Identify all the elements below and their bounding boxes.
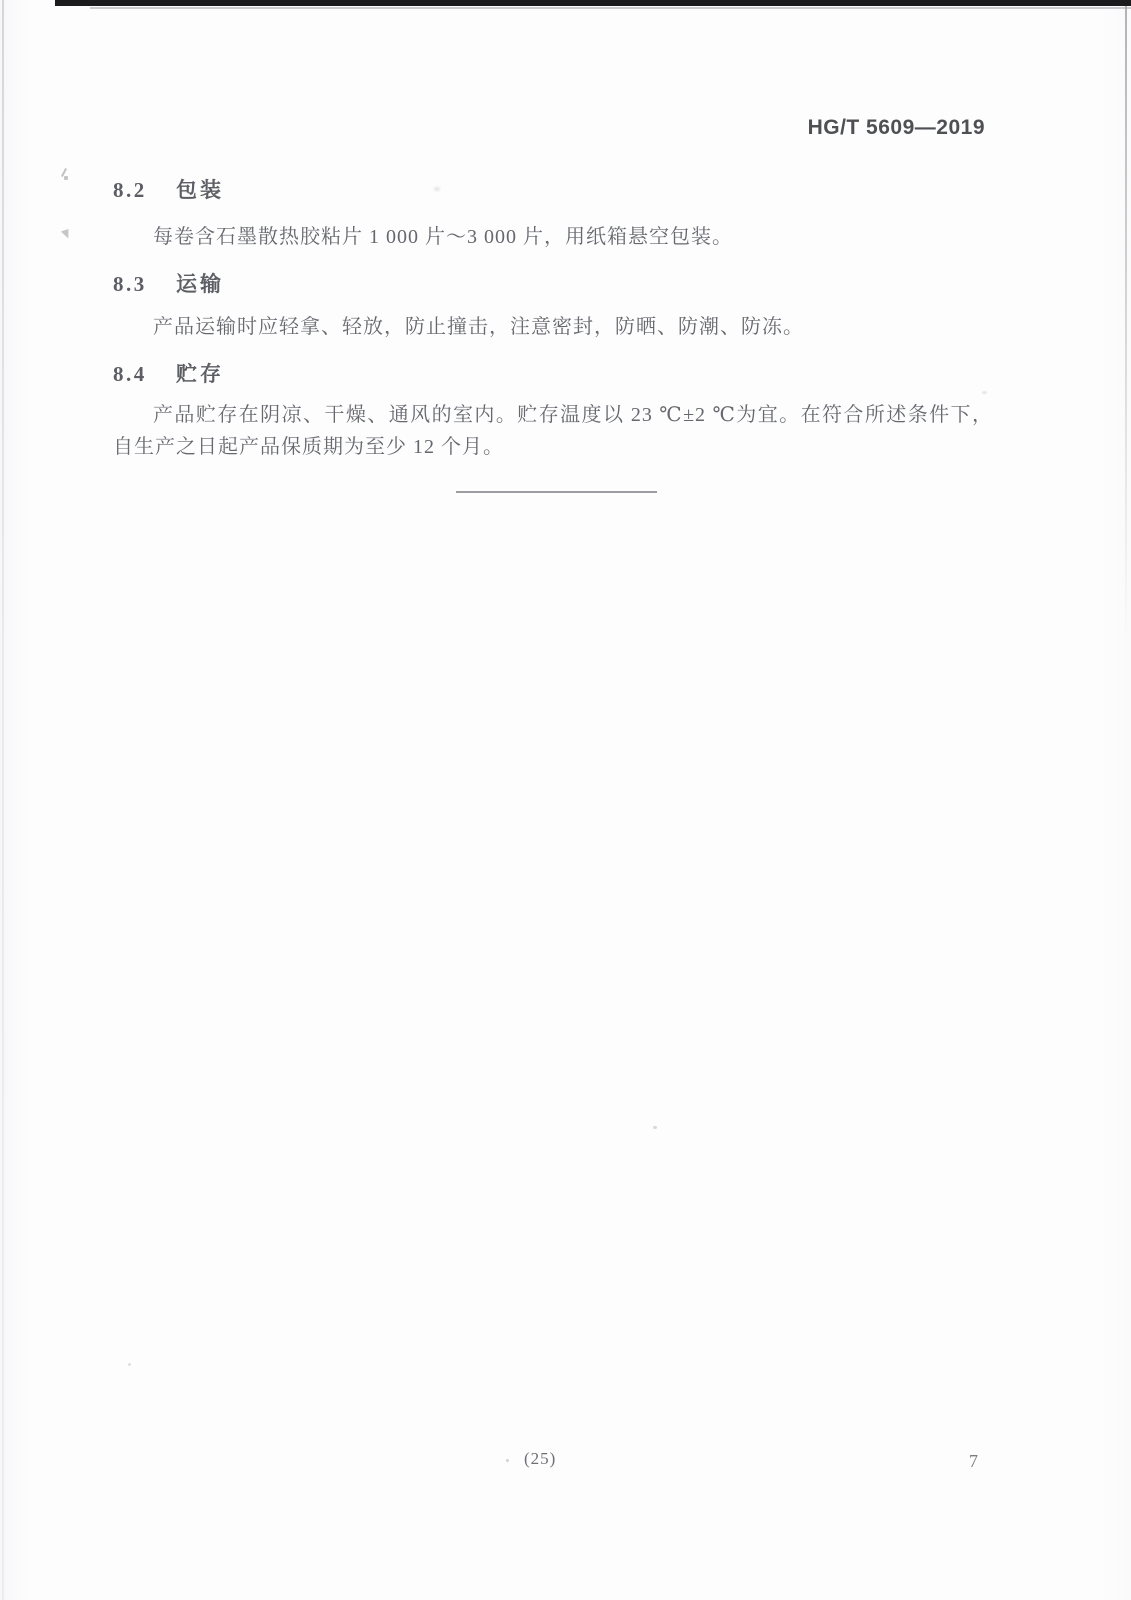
standard-number: HG/T 5609—2019 <box>807 116 985 139</box>
scan-artifact-speck <box>128 1363 131 1366</box>
scan-artifact-speck <box>653 1126 657 1129</box>
scan-edge-left <box>2 0 4 1600</box>
footer-page-number-right: 7 <box>969 1451 978 1471</box>
section-title: 贮存 <box>176 362 224 386</box>
scan-edge-top <box>55 0 1131 6</box>
section-title: 包装 <box>176 178 224 202</box>
section-number: 8.2 <box>113 178 147 202</box>
section-paragraph-transport: 产品运输时应轻拿、轻放，防止撞击，注意密封，防晒、防潮、防冻。 <box>153 316 804 338</box>
scan-artifact-pencil-mark <box>62 230 71 240</box>
section-heading-transport <box>113 268 224 298</box>
scan-artifact-speck <box>506 1459 509 1462</box>
section-paragraph-storage: 产品贮存在阴凉、干燥、通风的室内。贮存温度以 23 ℃±2 ℃为宜。在符合所述条件下，自生产之日起产品保质期为至少 12 个月。 <box>113 404 993 458</box>
section-heading-storage <box>113 358 224 388</box>
section-paragraph-packaging: 每卷含石墨散热胶粘片 1 000 片～3 000 片，用纸箱悬空包装。 <box>153 226 733 248</box>
end-of-text-divider <box>456 491 657 493</box>
footer-page-number-center: (25) <box>524 1449 557 1468</box>
scan-artifact-speck <box>434 187 440 191</box>
section-title: 运输 <box>176 272 224 296</box>
section-number: 8.3 <box>113 272 147 296</box>
scan-edge-right <box>1125 6 1127 646</box>
scan-artifact-speck <box>982 391 987 394</box>
scan-artifact-pencil-mark <box>59 168 69 182</box>
section-heading-packaging <box>113 174 224 204</box>
scan-edge-top-shadow <box>90 7 1131 9</box>
section-number: 8.4 <box>113 362 147 386</box>
